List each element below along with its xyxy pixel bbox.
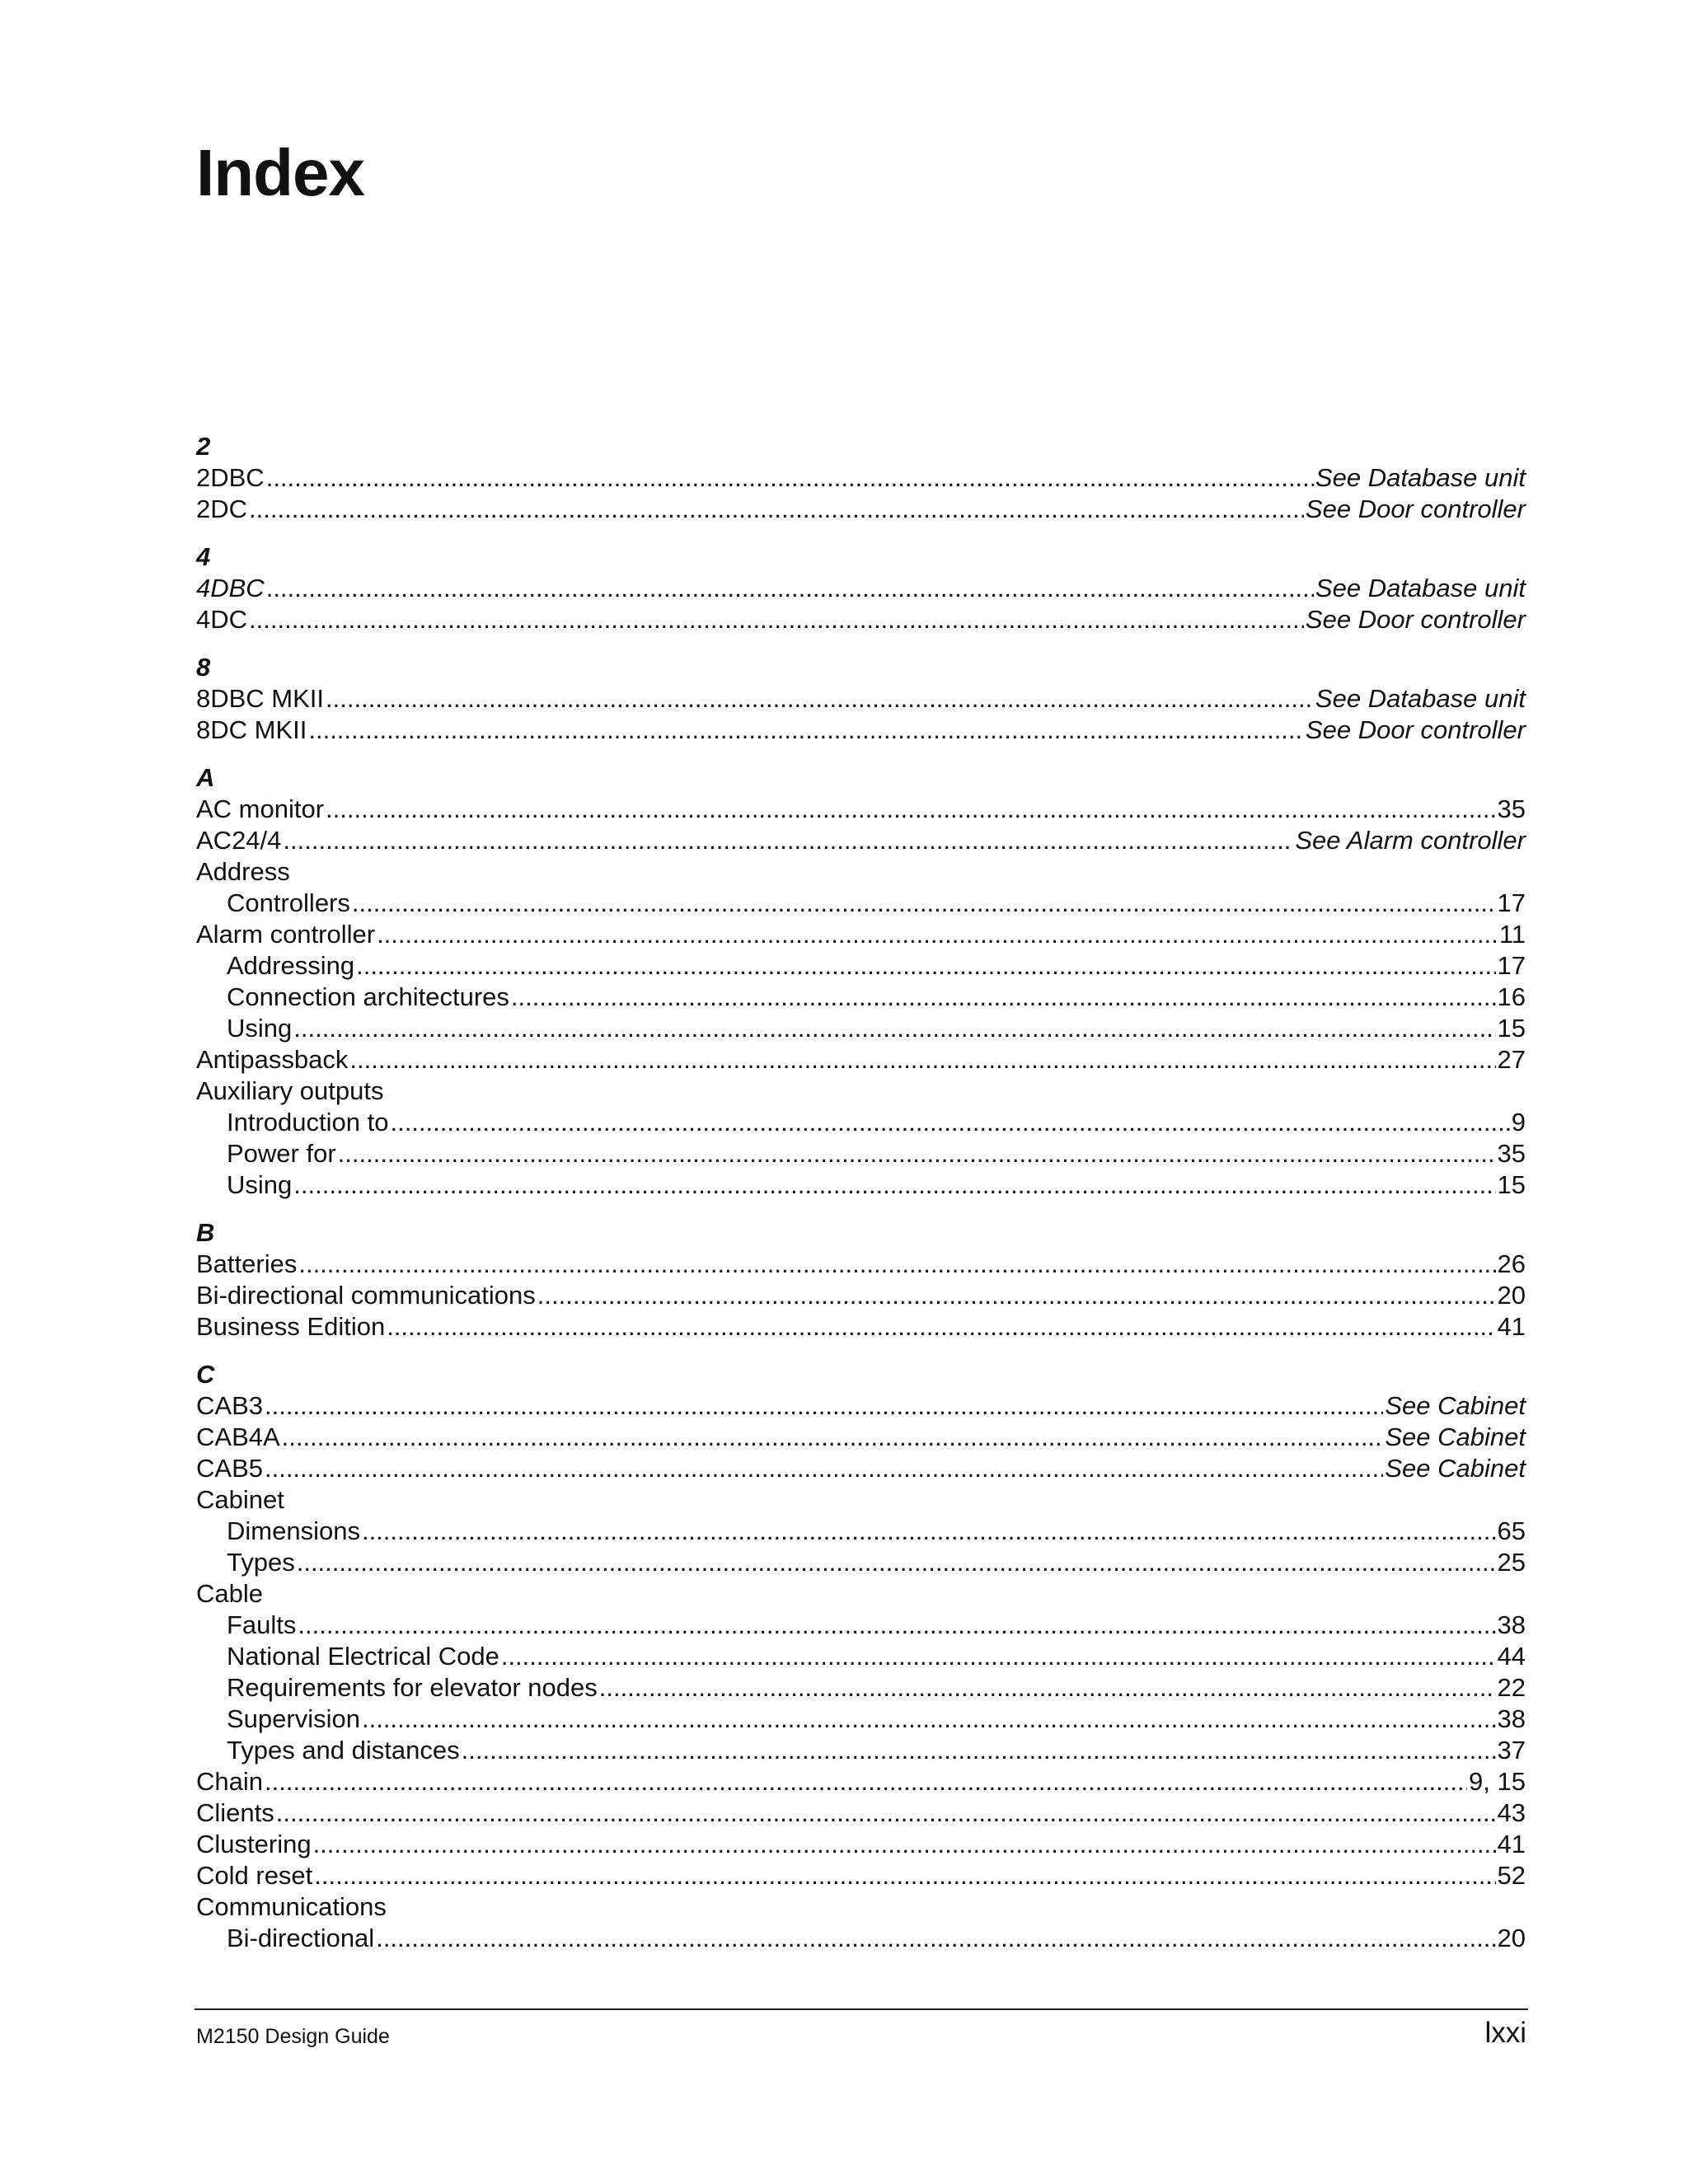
index-section-letter: 8 bbox=[196, 653, 211, 682]
dot-leader bbox=[293, 1013, 1495, 1044]
page-reference: 20 bbox=[1497, 1281, 1526, 1310]
dot-leader bbox=[293, 1169, 1495, 1201]
dot-leader bbox=[377, 919, 1498, 950]
index-term: 4DC bbox=[196, 605, 248, 634]
see-reference: See Database unit bbox=[1315, 684, 1526, 713]
page-reference: 35 bbox=[1497, 1139, 1526, 1168]
index-term: Cabinet bbox=[196, 1485, 284, 1514]
index-entry bbox=[196, 1860, 1526, 1891]
page-reference: 43 bbox=[1497, 1798, 1526, 1827]
footer-page-number: lxxi bbox=[1484, 2017, 1526, 2049]
dot-leader bbox=[283, 825, 1293, 856]
page-reference: 35 bbox=[1497, 794, 1526, 823]
index-section bbox=[196, 1217, 1526, 1343]
index-term: 2DBC bbox=[196, 463, 265, 492]
page-reference: 17 bbox=[1497, 951, 1526, 980]
index-term: Using bbox=[227, 1014, 293, 1043]
index-entry bbox=[196, 1390, 1526, 1422]
index-section bbox=[196, 541, 1526, 635]
page-reference: 38 bbox=[1497, 1610, 1526, 1639]
dot-leader bbox=[349, 1044, 1495, 1076]
index-entry bbox=[196, 856, 1526, 888]
index-term: Auxiliary outputs bbox=[196, 1076, 384, 1105]
index-entry bbox=[196, 1766, 1526, 1797]
page-reference: 9 bbox=[1511, 1108, 1526, 1137]
index-subentry bbox=[196, 1923, 1526, 1954]
dot-leader bbox=[599, 1672, 1496, 1704]
footer-divider bbox=[195, 2008, 1528, 2010]
dot-leader bbox=[276, 1797, 1496, 1829]
index-subentry bbox=[196, 1641, 1526, 1672]
index-entry bbox=[196, 1829, 1526, 1860]
index-subentry bbox=[196, 1704, 1526, 1735]
index-entry bbox=[196, 1249, 1526, 1280]
page-reference: 11 bbox=[1498, 920, 1526, 949]
see-reference: See Cabinet bbox=[1385, 1422, 1526, 1451]
index-term: 8DC MKII bbox=[196, 715, 307, 744]
index-term: Addressing bbox=[227, 951, 355, 980]
dot-leader bbox=[362, 1516, 1496, 1547]
page-reference: 41 bbox=[1497, 1312, 1526, 1341]
dot-leader bbox=[390, 1107, 1509, 1138]
index-entry bbox=[196, 1076, 1526, 1107]
index-term: AC24/4 bbox=[196, 826, 282, 855]
index-term: AC monitor bbox=[196, 794, 325, 823]
dot-leader bbox=[266, 462, 1314, 494]
dot-leader bbox=[326, 794, 1495, 825]
index-term: 2DC bbox=[196, 494, 248, 523]
index-term: Business Edition bbox=[196, 1312, 386, 1341]
index-entry bbox=[196, 573, 1526, 604]
index-entry bbox=[196, 1484, 1526, 1516]
dot-leader bbox=[352, 888, 1496, 919]
page-reference: 15 bbox=[1497, 1170, 1526, 1199]
page-reference: 9, 15 bbox=[1469, 1767, 1526, 1796]
dot-leader bbox=[265, 1766, 1467, 1797]
index-term: Using bbox=[227, 1170, 293, 1199]
page-reference: 37 bbox=[1497, 1736, 1526, 1765]
page-reference: 16 bbox=[1497, 982, 1526, 1011]
index-entry bbox=[196, 825, 1526, 856]
see-reference: See Door controller bbox=[1305, 715, 1526, 744]
index-entry bbox=[196, 1453, 1526, 1484]
index-term: Bi-directional bbox=[227, 1924, 375, 1952]
index-entry bbox=[196, 919, 1526, 950]
index-section-letter: 2 bbox=[196, 432, 211, 461]
index-subentry bbox=[196, 950, 1526, 982]
index-entry bbox=[196, 1578, 1526, 1610]
index-section bbox=[196, 652, 1526, 746]
index-term: Address bbox=[196, 857, 290, 886]
index-entry bbox=[196, 683, 1526, 715]
index-term: CAB4A bbox=[196, 1422, 280, 1451]
index-term: CAB5 bbox=[196, 1454, 263, 1483]
index-list bbox=[196, 431, 1526, 1971]
dot-leader bbox=[313, 1829, 1496, 1860]
page-reference: 65 bbox=[1497, 1516, 1526, 1545]
index-subentry bbox=[196, 1610, 1526, 1641]
page-reference: 27 bbox=[1497, 1045, 1526, 1074]
index-term: Types and distances bbox=[227, 1736, 460, 1765]
index-subentry bbox=[196, 1547, 1526, 1578]
index-term: Clients bbox=[196, 1798, 274, 1827]
dot-leader bbox=[362, 1704, 1496, 1735]
index-section bbox=[196, 1359, 1526, 1954]
page-reference: 38 bbox=[1497, 1704, 1526, 1733]
index-subentry bbox=[196, 1735, 1526, 1766]
index-term: Alarm controller bbox=[196, 920, 376, 949]
index-term: Clustering bbox=[196, 1830, 312, 1858]
index-subentry bbox=[196, 1672, 1526, 1704]
page-reference: 26 bbox=[1497, 1249, 1526, 1278]
page-title: Index bbox=[196, 136, 364, 209]
dot-leader bbox=[265, 1453, 1383, 1484]
dot-leader bbox=[249, 494, 1304, 525]
index-term: Supervision bbox=[227, 1704, 360, 1733]
dot-leader bbox=[266, 573, 1314, 604]
index-section-letter: 4 bbox=[196, 542, 211, 571]
dot-leader bbox=[356, 950, 1495, 982]
index-section bbox=[196, 762, 1526, 1201]
dot-leader bbox=[387, 1311, 1495, 1343]
index-term: Dimensions bbox=[227, 1516, 360, 1545]
see-reference: See Door controller bbox=[1305, 494, 1526, 523]
index-entry bbox=[196, 715, 1526, 746]
index-entry bbox=[196, 1422, 1526, 1453]
index-term: Introduction to bbox=[227, 1108, 389, 1137]
page-reference: 15 bbox=[1497, 1014, 1526, 1043]
page-reference: 17 bbox=[1497, 888, 1526, 917]
page-reference: 20 bbox=[1497, 1924, 1526, 1952]
index-term: 4DBC bbox=[196, 574, 265, 602]
index-subentry bbox=[196, 1138, 1526, 1169]
footer-document-name: M2150 Design Guide bbox=[196, 2025, 390, 2048]
dot-leader bbox=[326, 683, 1314, 715]
index-term: Communications bbox=[196, 1892, 387, 1921]
dot-leader bbox=[265, 1390, 1383, 1422]
see-reference: See Cabinet bbox=[1385, 1391, 1526, 1420]
index-term: Batteries bbox=[196, 1249, 298, 1278]
index-entry bbox=[196, 1044, 1526, 1076]
index-entry bbox=[196, 604, 1526, 635]
see-reference: See Door controller bbox=[1305, 605, 1526, 634]
dot-leader bbox=[308, 715, 1304, 746]
index-term: Chain bbox=[196, 1767, 263, 1796]
dot-leader bbox=[282, 1422, 1384, 1453]
index-entry bbox=[196, 1311, 1526, 1343]
dot-leader bbox=[298, 1610, 1495, 1641]
dot-leader bbox=[297, 1547, 1496, 1578]
index-term: Controllers bbox=[227, 888, 350, 917]
index-subentry bbox=[196, 1516, 1526, 1547]
dot-leader bbox=[462, 1735, 1496, 1766]
index-subentry bbox=[196, 1013, 1526, 1044]
index-subentry bbox=[196, 888, 1526, 919]
see-reference: See Cabinet bbox=[1385, 1454, 1526, 1483]
dot-leader bbox=[249, 604, 1304, 635]
dot-leader bbox=[537, 1280, 1496, 1311]
index-term: Faults bbox=[227, 1610, 297, 1639]
dot-leader bbox=[511, 982, 1496, 1013]
index-term: Requirements for elevator nodes bbox=[227, 1673, 598, 1702]
index-subentry bbox=[196, 1107, 1526, 1138]
index-section-letter: A bbox=[196, 763, 215, 792]
index-entry bbox=[196, 1797, 1526, 1829]
index-entry bbox=[196, 794, 1526, 825]
page-reference: 22 bbox=[1497, 1673, 1526, 1702]
index-term: 8DBC MKII bbox=[196, 684, 325, 713]
dot-leader bbox=[338, 1138, 1496, 1169]
index-term: Cable bbox=[196, 1579, 263, 1608]
index-subentry bbox=[196, 1169, 1526, 1201]
index-term: Types bbox=[227, 1548, 295, 1577]
dot-leader bbox=[376, 1923, 1495, 1954]
index-term: Cold reset bbox=[196, 1861, 313, 1890]
index-term: Connection architectures bbox=[227, 982, 509, 1011]
index-term: Bi-directional communications bbox=[196, 1281, 536, 1310]
dot-leader bbox=[501, 1641, 1496, 1672]
index-term: Power for bbox=[227, 1139, 336, 1168]
page-reference: 52 bbox=[1497, 1861, 1526, 1890]
index-term: Antipassback bbox=[196, 1045, 349, 1074]
index-entry bbox=[196, 1280, 1526, 1311]
dot-leader bbox=[298, 1249, 1495, 1280]
see-reference: See Database unit bbox=[1315, 574, 1526, 602]
index-section-letter: C bbox=[196, 1360, 215, 1389]
index-entry bbox=[196, 494, 1526, 525]
page-reference: 25 bbox=[1497, 1548, 1526, 1577]
index-subentry bbox=[196, 982, 1526, 1013]
index-term: CAB3 bbox=[196, 1391, 263, 1420]
index-entry bbox=[196, 1891, 1526, 1923]
page-reference: 44 bbox=[1497, 1642, 1526, 1671]
index-section-letter: B bbox=[196, 1218, 215, 1247]
index-entry bbox=[196, 462, 1526, 494]
see-reference: See Database unit bbox=[1315, 463, 1526, 492]
page-reference: 41 bbox=[1497, 1830, 1526, 1858]
index-section bbox=[196, 431, 1526, 525]
dot-leader bbox=[314, 1860, 1495, 1891]
see-reference: See Alarm controller bbox=[1295, 826, 1526, 855]
index-term: National Electrical Code bbox=[227, 1642, 499, 1671]
